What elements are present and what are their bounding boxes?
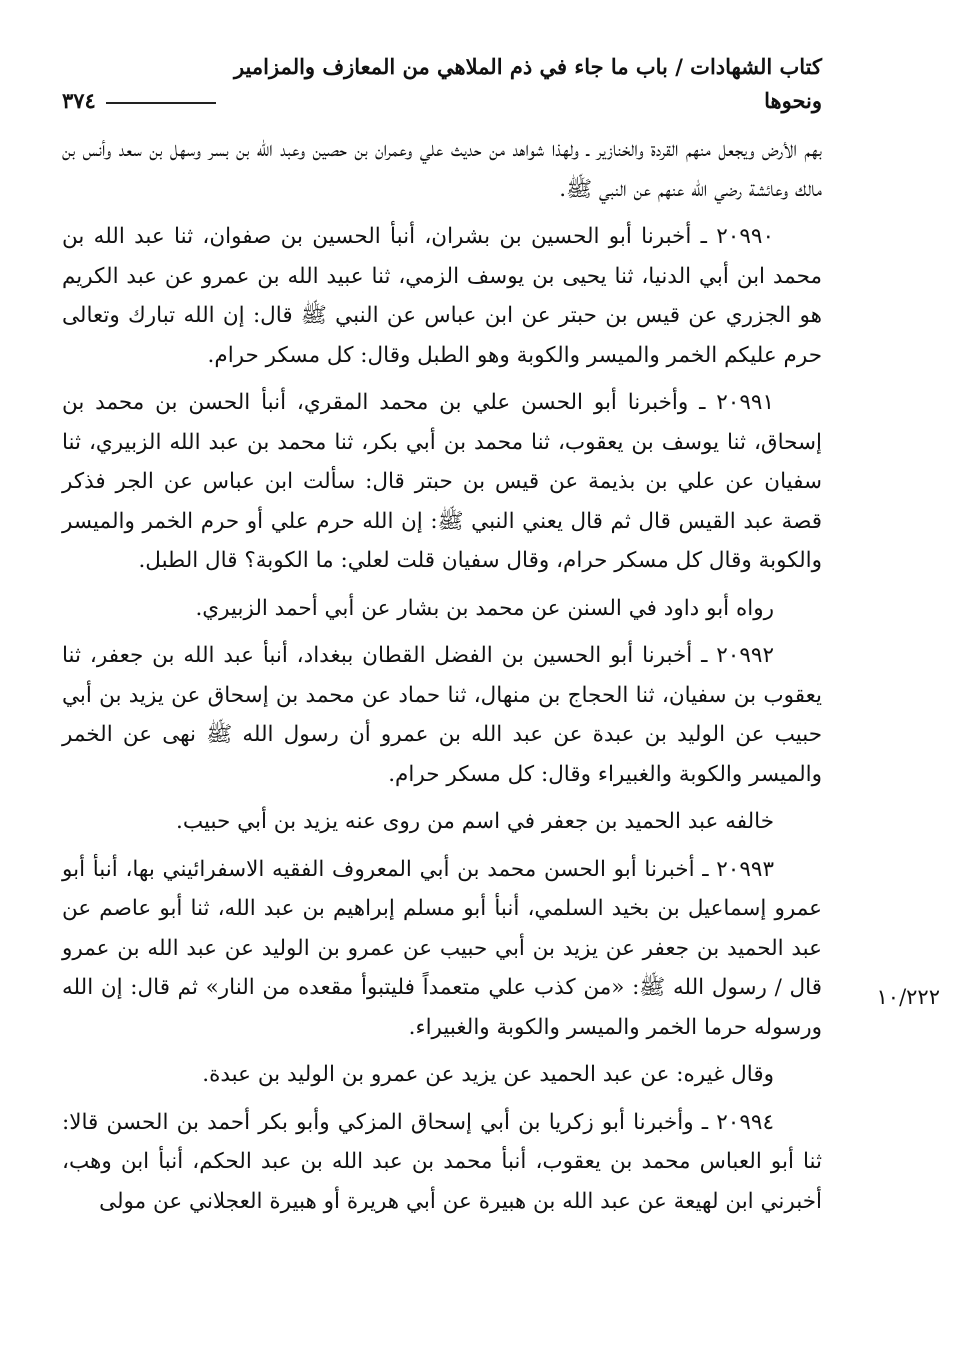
- page: [62, 54, 940, 1229]
- paragraph-1: بهم الأرض ويجعل منهم القردة والخنازير ـ ولهذا شواهد من حديث علي وعمران بن حصين وعبد الله بن بسر وسهل بن سعد وأنس بن مالك وعائشة رضي الله عنهم عن النبي ﷺ.: [62, 137, 822, 202]
- hadith-20993: ٢٠٩٩٣ ـ أخبرنا أبو الحسن محمد بن أبي المعروف الفقيه الاسفرائيني بها، أنبأ أبو عمرو إسماعيل بن بخيد السلمي، أنبأ أبو مسلم إبراهيم بن عبد الله، ثنا أبو عاصم عن عبد الحميد بن جعفر عن يزيد بن أبي حبيب عن عمرو بن الوليد عن عبد الله بن عمرو قال / رسول الله ﷺ: «من كذب علي متعمداً فليتبوأ مقعده من النار» ثم قال: إن الله ورسوله حرما الخمر والميسر والكوبة والغبيراء.: [62, 856, 823, 1040]
- header-title: كتاب الشهادات / باب ما جاء في ذم الملاهي من المعازف والمزامير ونحوها: [233, 54, 822, 113]
- narration-note-3: وقال غيره: عن عبد الحميد عن يزيد عن عمرو بن الوليد بن عبدة.: [202, 1062, 774, 1087]
- page-number: ٣٧٤: [62, 88, 96, 113]
- running-header: [62, 54, 822, 118]
- hadith-20993-wrap: [62, 850, 940, 1048]
- hadith-20994: ٢٠٩٩٤ ـ وأخبرنا أبو زكريا بن أبي إسحاق المزكي وأبو بكر أحمد بن الحسن قالا: ثنا أبو العباس محمد بن يعقوب، أنبأ محمد بن عبد الله بن عبد الحكم، أنبأ ابن وهب، أخبرني ابن لهيعة عن عبد الله بن هبيرة عن أبي هريرة أو هبيرة العجلاني عن مولى: [62, 1109, 822, 1214]
- narration-note-2: خالفه عبد الحميد بن جعفر في اسم من روى عنه يزيد بن أبي حبيب.: [176, 809, 774, 834]
- hadith-20991: ٢٠٩٩١ ـ وأخبرنا أبو الحسن علي بن محمد المقري، أنبأ الحسن بن محمد بن إسحاق، ثنا يوسف بن يعقوب، ثنا محمد بن أبي بكر، ثنا محمد بن عبد الله الزبيري، ثنا سفيان عن علي بن بذيمة عن قيس بن حبتر قال: سألت ابن عباس عن الجر فذكر قصة عبد القيس قال ثم قال يعني النبي ﷺ: إن الله حرم علي أو حرم الخمر والميسر والكوبة وقال كل مسكر حرام، وقال سفيان قلت لعلي: ما الكوبة؟ قال الطبل.: [62, 390, 822, 573]
- hadith-20992: ٢٠٩٩٢ ـ أخبرنا أبو الحسين بن الفضل القطان ببغداد، أنبأ عبد الله بن جعفر، ثنا يعقوب بن سفيان، ثنا الحجاج بن منهال، ثنا حماد عن محمد بن إسحاق عن يزيد بن أبي حبيب عن الوليد بن عبدة عن عبد الله بن عمرو أن رسول الله ﷺ نهى عن الخمر والميسر والكوبة والغبيراء وقال: كل مسكر حرام.: [62, 643, 822, 787]
- margin-reference: ١٠/٢٢٢: [876, 984, 940, 1009]
- header-rule: [106, 102, 216, 104]
- body-text: [62, 130, 940, 1221]
- hadith-20990: ٢٠٩٩٠ ـ أخبرنا أبو الحسين بن بشران، أنبأ الحسين بن صفوان، ثنا عبد الله بن محمد ابن أبي الدنيا، ثنا يحيى بن يوسف الزمي، ثنا عبيد الله بن عمرو عن عبد الكريم هو الجزري عن قيس بن حبتر عن ابن عباس عن النبي ﷺ قال: إن الله تبارك وتعالى حرم عليكم الخمر والميسر والكوبة وهو الطبل وقال: كل مسكر حرام.: [62, 224, 822, 368]
- narration-note-1: رواه أبو داود في السنن عن محمد بن بشار عن أبي أحمد الزبيري.: [195, 595, 774, 621]
